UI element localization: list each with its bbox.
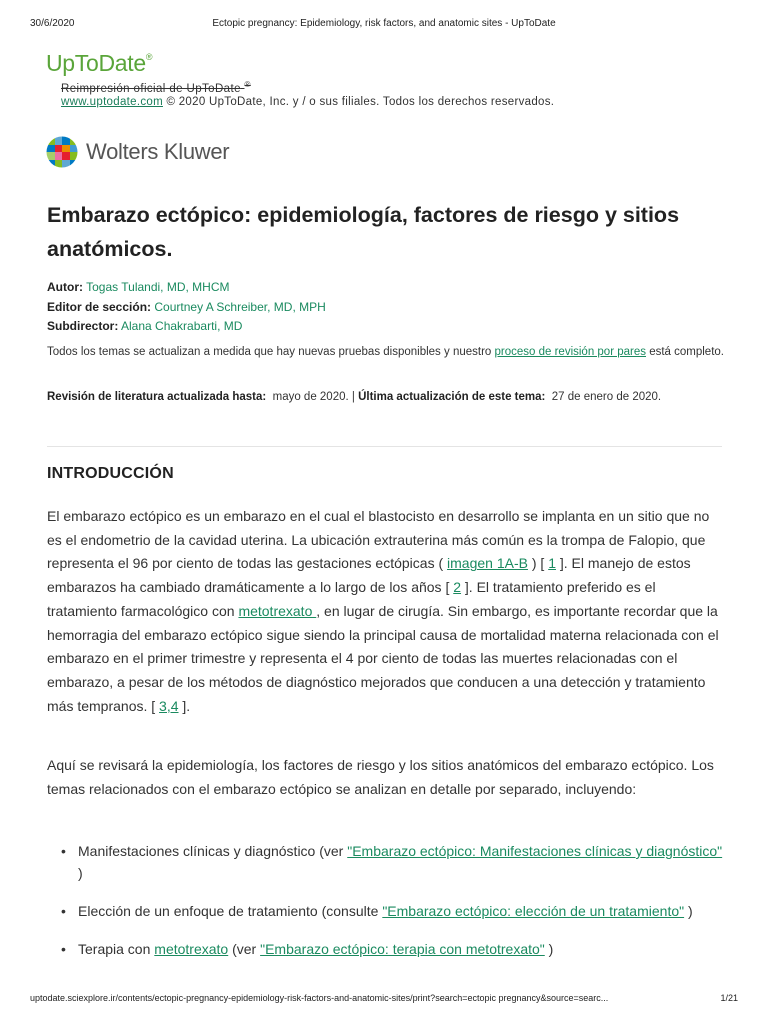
print-footer [30,993,738,1007]
author-row [47,278,326,298]
deputy-link[interactable]: Alana Chakrabarti, MD [121,319,243,333]
deputy-row [47,317,326,337]
article-contributors [47,278,326,337]
uptodate-website-link[interactable]: www.uptodate.com [61,96,163,108]
reference-1-link[interactable]: 1 [548,555,556,572]
print-date: 30/6/2020 [30,18,75,29]
topic-link-choosing-treatment[interactable]: "Embarazo ectópico: elección de un tratamiento" [382,903,685,919]
editor-link[interactable]: Courtney A Schreiber, MD, MPH [154,299,326,314]
reprint-notice [61,80,251,95]
editor-label: Editor de sección: [47,299,152,314]
list-item-close: ) [544,941,554,957]
section-heading-introduction: INTRODUCCIÓN [47,465,174,482]
copyright-line [61,96,554,108]
last-update-value: 27 de enero de 2020. [551,391,662,403]
last-update-label: Última actualización de este tema: [358,391,546,403]
intro-paragraph-1 [47,505,723,718]
wolters-kluwer-text: Wolters Kluwer [86,139,230,164]
reprint-notice-text: Reimpresión oficial de UpToDate [61,82,241,95]
bullet-marker: • [61,941,66,957]
methotrexate-drug-link-2[interactable]: metotrexato [154,941,229,957]
list-item [47,900,723,922]
article-title: Embarazo ectópico: epidemiología, factores de riesgo y sitios anatómicos. [47,203,680,261]
uptodate-logo-text: UpToDate [46,50,146,76]
topic-link-methotrexate-therapy[interactable]: "Embarazo ectópico: terapia con metotrexato" [260,941,545,957]
reference-3-4-link[interactable]: 3,4 [159,697,179,714]
registered-mark: ® [145,52,153,62]
list-item-text: Manifestaciones clínicas y diagnóstico (ver [78,843,348,859]
list-item-close: ) [684,903,693,919]
editor-row [47,298,326,318]
deputy-label: Subdirector: [47,319,119,333]
lit-review-value: mayo de 2020. [272,391,349,403]
author-label: Autor: [47,280,83,294]
review-dates [47,388,727,407]
intro-p1-text-4: ]. El tratamiento preferido es el tratamiento farmacológico con [47,579,656,619]
intro-p1-text-2: ) [ [527,555,549,572]
list-item [47,938,723,960]
intro-paragraph-2: Aquí se revisará la epidemiología, los factores de riesgo y los sitios anatómicos del embarazo ectópico. Los temas relacionados con el embarazo ectópico se analizan en detalle por separado, incluyendo: [47,757,714,797]
methotrexate-drug-link[interactable]: metotrexato [238,602,317,619]
reference-2-link[interactable]: 2 [453,579,462,596]
section-divider [47,446,722,447]
topic-link-clinical-manifestations[interactable]: "Embarazo ectópico: Manifestaciones clínicas y diagnóstico" [347,843,723,859]
update-note-text-1: Todos los temas se actualizan a medida que hay nuevas pruebas disponibles y nuestro [47,346,495,358]
image-1a-b-link[interactable]: imagen 1A-B [447,555,528,572]
list-item-text: Elección de un enfoque de tratamiento (consulte [78,903,383,919]
copyright-text: © 2020 UpToDate, Inc. y / o sus filiales. Todos los derechos reservados. [162,96,555,108]
intro-p1-text-6: ]. [178,697,191,714]
update-note-text-2: está completo. [646,346,724,358]
print-doc-title: Ectopic pregnancy: Epidemiology, risk factors, and anatomic sites - UpToDate [212,18,556,29]
reprint-registered-mark: ® [244,80,251,89]
intro-p1-text-5: , en lugar de cirugía. Sin embargo, es importante recordar que la hemorragia del embarazo ectópico sigue siendo la principal causa de mortalidad materna relacionada con el embarazo en el primer trimestre y representa el 4 por ciento de todas las muertes relacionadas con el embarazo, a pesar de los métodos de diagnóstico mejorados que conducen a una detección y tratamiento más tempranos. [ [47,602,719,714]
list-item [47,840,723,884]
lit-review-label: Revisión de literatura actualizada hasta: [47,391,267,403]
date-separator: | [348,391,359,403]
print-url: uptodate.sciexplore.ir/contents/ectopic-pregnancy-epidemiology-risk-factors-and-anatomic-sites/print?search=ectopic pregnancy&source=searc... [30,993,609,1003]
intro-p1-text-3: ]. El manejo de estos embarazos ha cambiado dramáticamente a lo largo de los años [ [47,555,691,596]
author-link[interactable]: Togas Tulandi, MD, MHCM [86,280,230,294]
list-item-text-mid: (ver [228,941,261,957]
related-topics-list [47,840,723,976]
intro-p1-text-1: El embarazo ectópico es un embarazo en el cual el blastocisto en desarrollo se implanta en un sitio que no es el endometrio de la cavidad uterina. La ubicación extrauterina más común es la trompa de Falopio, que representa el 96 por ciento de todas las gestaciones ectópicas ( [47,508,710,572]
wolters-kluwer-mosaic-icon [46,136,78,168]
uptodate-logo [46,50,152,77]
bullet-marker: • [61,843,66,859]
peer-review-link[interactable]: proceso de revisión por pares [494,346,646,358]
bullet-marker: • [61,903,66,919]
page-number: 1/21 [720,993,738,1003]
update-note [47,343,727,362]
print-header [30,18,738,32]
list-item-close: ) [78,865,83,881]
list-item-text: Terapia con [78,941,155,957]
